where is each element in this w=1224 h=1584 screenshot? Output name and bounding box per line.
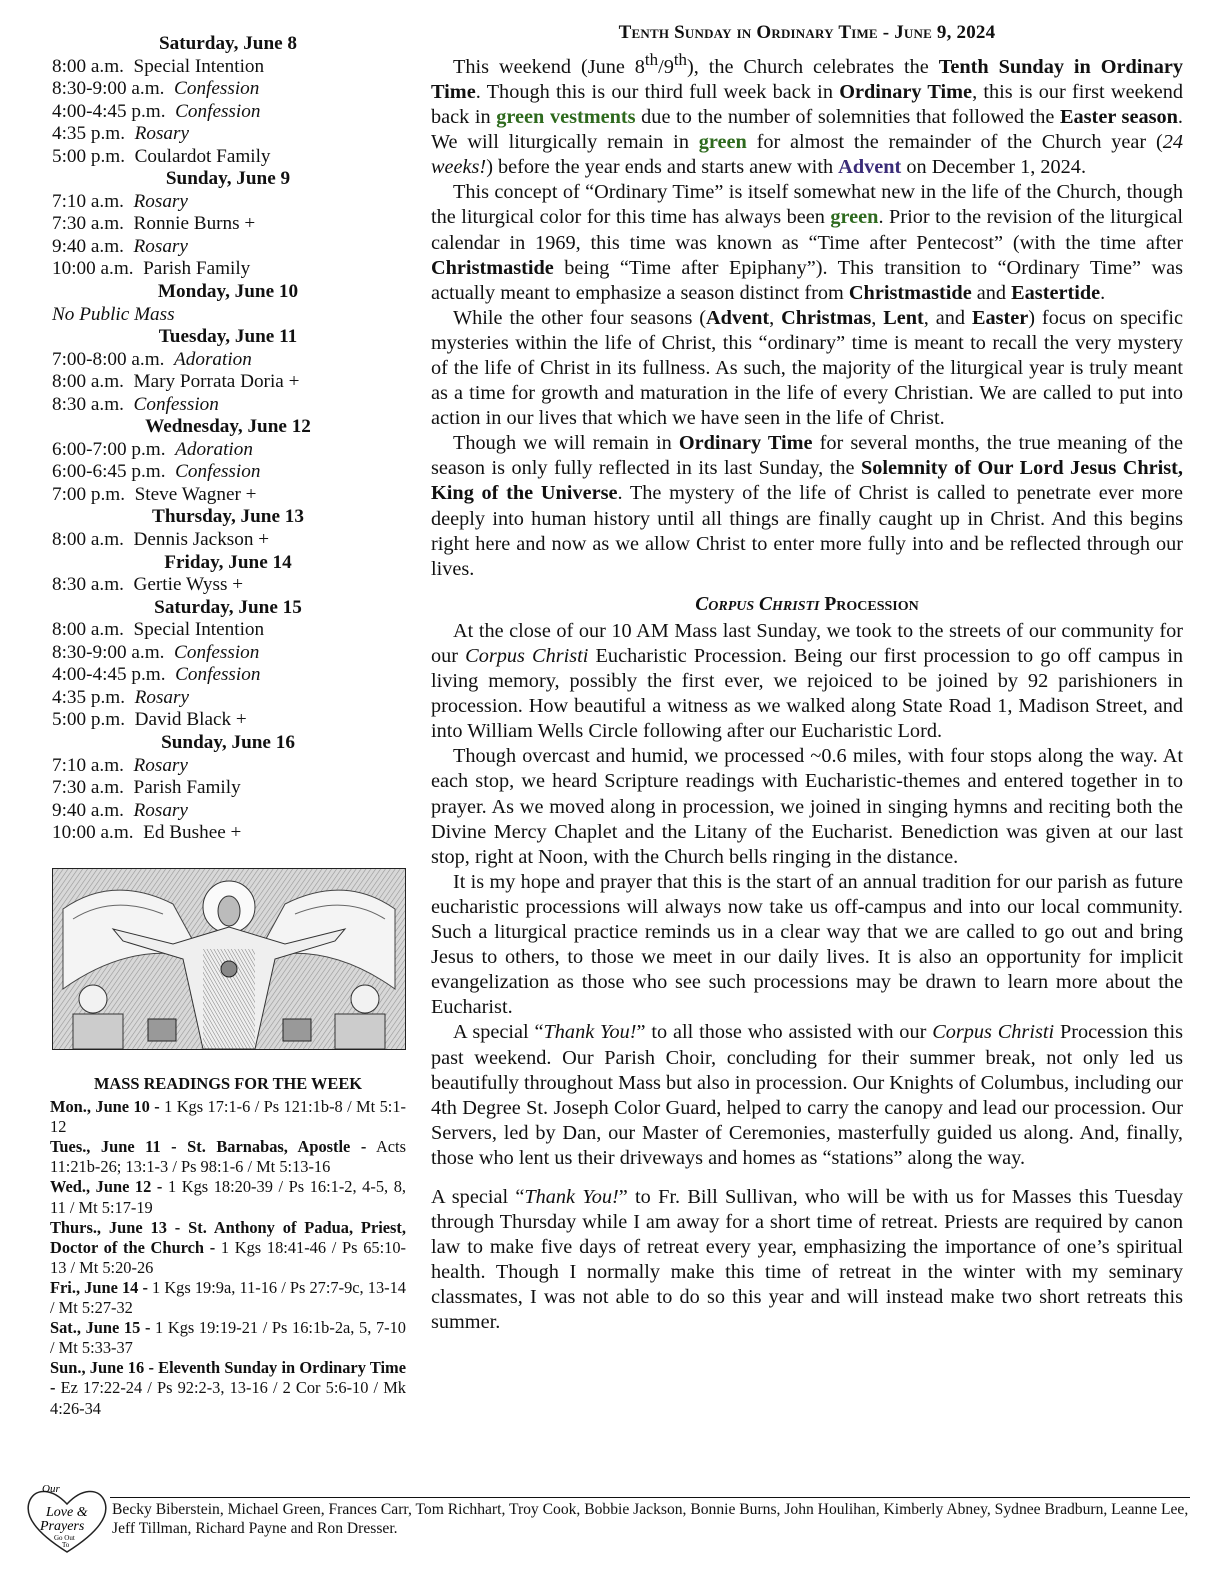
schedule-entry [52,123,404,146]
schedule-entry [52,191,404,214]
reading-item [50,1097,406,1137]
entry-intention: Rosary [133,190,188,212]
engraving-image [53,869,405,1049]
article-paragraph-3: While the other four seasons (Advent, Christmas, Lent, and Easter) focus on specific mysteries within the life of Christ, this “ordinary” time is meant to recall the very mystery of the life of Christ in its fullness. As such, the majority of the liturgical year is truly meant as a time for growth and maturation in the life of every Christian. We are called to put into action in our lives that which we have seen in the life of Christ. [431,306,1184,430]
entry-time: 10:00 a.m. [52,258,144,280]
section-title-rest: Procession [819,593,919,615]
schedule-entry [52,146,404,169]
entry-intention: Rosary [134,686,189,708]
entry-intention: Confession [175,461,261,483]
entry-intention: Confession [175,100,261,122]
reading-refs: 1 Kgs 18:41-46 / Ps 65:10-13 / Mt 5:20-26 [50,1237,407,1277]
entry-time: 6:00-7:00 p.m. [52,438,176,460]
schedule-entry [52,529,404,552]
reading-refs: 1 Kgs 18:20-39 / Ps 16:1-2, 4-5, 8, 11 / Mt 5:17-19 [50,1177,406,1217]
schedule-entry [52,800,404,823]
article-paragraph-5: At the close of our 10 AM Mass last Sunday, we took to the streets of our community for our Corpus Christi Eucharistic Procession. Being our first procession to go off campus in living memory, possibly the first ever, we rejoiced to be joined by 92 parishioners in procession. How beautiful a witness as we walked along State Road 1, Madison Street, and into William Wells Circle following after our Eucharistic Lord. [431,619,1183,743]
schedule-entry [52,755,404,778]
entry-time: 7:00 p.m. [52,483,135,505]
reading-label: Mon., June 10 - [50,1097,160,1117]
entry-intention: Rosary [133,754,188,776]
prayer-names: Becky Biberstein, Michael Green, Frances Carr, Tom Richhart, Troy Cook, Bobbie Jackson, Bonnie Burns, John Houlihan, Kimberly Abney, Sydnee Bradburn, Leanne Lee, Jeff Tillman, Richard Payne and Ron Dresser. [112,1501,1189,1537]
entry-intention: Adoration [174,348,252,370]
entry-time: 9:40 a.m. [52,235,134,257]
svg-text:To: To [62,1541,70,1549]
entry-time: 6:00-6:45 p.m. [52,461,176,483]
schedule-entry [52,619,404,642]
entry-time: 8:00 a.m. [52,371,134,393]
reading-item [50,1278,406,1318]
entry-time: 7:10 a.m. [52,754,134,776]
entry-time: 7:30 a.m. [52,777,134,799]
schedule-day-heading: Saturday, June 15 [154,596,302,618]
schedule-entry [52,258,404,281]
entry-intention: Parish Family [133,777,241,799]
christ-king-engraving [52,868,406,1050]
entry-time: 5:00 p.m. [52,709,135,731]
schedule-entry [52,461,404,484]
reading-item [50,1358,406,1418]
entry-time: 8:30 a.m. [52,393,134,415]
article-paragraph-4: Though we will remain in Ordinary Time for several months, the true meaning of the season is only fully reflected in its last Sunday, the Solemnity of Our Lord Jesus Christ, King of the Universe. The mystery of the life of Christ is called to penetrate ever more deeply into human history until all things are finally caught up in Christ. And this begins right here and now as we allow Christ to enter more fully into and be reflected through our lives. [431,432,1184,580]
reading-label: Wed., June 12 - [50,1177,163,1197]
mass-schedule [52,33,404,845]
reading-item [50,1137,406,1177]
schedule-entry [52,777,404,800]
mass-readings [50,1074,406,1419]
reading-label: Sun., June 16 - Eleventh Sunday in Ordinary Time - [50,1358,406,1398]
entry-time: 4:35 p.m. [52,123,135,145]
schedule-day-heading: Saturday, June 8 [158,33,298,54]
bulletin-article [431,20,1183,1336]
reading-item [50,1318,406,1358]
entry-intention: Ed Bushee + [143,822,242,844]
schedule-day-heading: Monday, June 10 [157,281,299,303]
article-paragraph-9: A special “Thank You!” to Fr. Bill Sullivan, who will be with us for Masses this Tuesday through Thursday while I am away for a short time of retreat. Priests are required by canon law to make five days of retreat every year, emphasizing the importance of one’s spiritual health. Though I normally make this time of retreat in the winter with my seminary classmates, I was not able to do so this year and will instead make two short retreats this summer. [431,1185,1183,1334]
schedule-entry [52,484,404,507]
schedule-day-heading: Wednesday, June 12 [145,416,311,438]
reading-refs: 1 Kgs 19:19-21 / Ps 16:1b-2a, 5, 7-10 / Mt 5:33-37 [50,1318,406,1358]
entry-time: 8:00 a.m. [52,619,134,641]
reading-label: Fri., June 14 - [50,1277,148,1297]
schedule-entry [52,709,404,732]
reading-refs: 1 Kgs 19:9a, 11-16 / Ps 27:7-9c, 13-14 / Mt 5:27-32 [50,1277,406,1318]
article-paragraph-7: It is my hope and prayer that this is the start of an annual tradition for our parish as future eucharistic processions will always now take us off-campus and into our local community. Such a liturgical practice reminds us in a clear way that we are called to go out and bring Jesus to others, to those we meet in our daily lives. It is also an opportunity for implicit evangelization as those who see such processions may be drawn to learn more about the Eucharist. [431,870,1183,1019]
reading-refs: Ez 17:22-24 / Ps 92:2-3, 13-16 / 2 Cor 5:6-10 / Mk 4:26-34 [50,1378,406,1418]
reading-item [50,1218,406,1278]
entry-intention: Confession [174,78,260,100]
entry-time: 5:00 p.m. [52,145,135,167]
schedule-entry [52,687,404,710]
entry-intention: Coulardot Family [134,145,271,167]
entry-time: 8:30 a.m. [52,574,134,596]
entry-intention: Parish Family [143,258,251,280]
entry-intention: Special Intention [133,55,265,77]
entry-time: 8:00 a.m. [52,55,134,77]
schedule-entry [52,78,404,101]
entry-time: 9:40 a.m. [52,799,134,821]
readings-header: MASS READINGS FOR THE WEEK [93,1074,363,1093]
prayer-list [22,1478,1190,1558]
entry-time: 8:30-9:00 a.m. [52,78,175,100]
schedule-entry [52,56,404,79]
entry-intention: Mary Porrata Doria + [133,371,300,393]
article-paragraph-6: Though overcast and humid, we processed ~0.6 miles, with four stops along the way. At each stop, we heard Scripture readings with Eucharistic-themes and entered together in to prayer. As we moved along in procession, we joined in singing hymns and reciting both the Divine Mercy Chaplet and the Litany of the Eucharist. Benediction was given at our last stop, right at Noon, with the Church bells ringing in the distance. [431,745,1183,868]
schedule-entry [52,101,404,124]
schedule-list [52,33,404,845]
reading-refs: Acts 11:21b-26; 13:1-3 / Ps 98:1-6 / Mt 5:13-16 [50,1137,406,1177]
entry-time: 7:30 a.m. [52,213,134,235]
section-title-procession [431,592,1183,617]
schedule-entry [52,304,404,327]
schedule-day-heading: Thursday, June 13 [152,506,304,528]
entry-time: 4:00-4:45 p.m. [52,100,176,122]
entry-time: 10:00 a.m. [52,822,144,844]
entry-intention: Confession [174,641,260,663]
schedule-entry [52,642,404,665]
svg-text:Prayers: Prayers [40,1519,85,1534]
svg-text:Love &: Love & [46,1505,88,1520]
article-title: Tenth Sunday in Ordinary Time - June 9, 2024 [618,22,996,43]
reading-label: Sat., June 15 - [50,1318,151,1338]
svg-text:Go Out: Go Out [54,1534,75,1542]
readings-list [50,1097,406,1419]
section-title-italic: Corpus Christi [695,593,820,615]
entry-intention: Gertie Wyss + [133,574,244,596]
entry-time: 7:00-8:00 a.m. [52,348,175,370]
article-paragraph-2: This concept of “Ordinary Time” is itself somewhat new in the life of the Church, though the liturgical color for this time has always been green. Prior to the revision of the liturgical calendar in 1969, this time was known as “Time after Pentecost” (with the time after Christmastide being “Time after Epiphany”). This transition to “Ordinary Time” was actually meant to emphasize a season distinct from Christmastide and Eastertide. [431,181,1183,304]
reading-refs: 1 Kgs 17:1-6 / Ps 121:1b-8 / Mt 5:1-12 [50,1097,406,1137]
schedule-entry [52,664,404,687]
reading-label: Thurs., June 13 - St. Anthony of Padua, Priest, Doctor of the Church - [50,1217,406,1257]
schedule-day-heading: Friday, June 14 [164,551,292,573]
reading-item [50,1177,406,1217]
schedule-entry [52,213,404,236]
schedule-day-heading: Sunday, June 9 [165,168,291,190]
schedule-entry [52,574,404,597]
entry-time: 7:10 a.m. [52,190,134,212]
entry-intention: Confession [175,664,261,686]
entry-intention: Special Intention [133,619,265,641]
entry-intention: Confession [133,393,219,415]
entry-time: 8:30-9:00 a.m. [52,641,175,663]
schedule-entry [52,394,404,417]
entry-intention: Ronnie Burns + [133,213,256,235]
love-and-prayers-logo [22,1478,112,1558]
entry-intention: Rosary [133,799,188,821]
entry-intention: Rosary [133,235,188,257]
schedule-entry [52,236,404,259]
reading-label: Tues., June 11 - St. Barnabas, Apostle - [50,1137,367,1157]
entry-time: 4:35 p.m. [52,686,135,708]
svg-text:Our: Our [42,1483,60,1495]
schedule-day-heading: Sunday, June 16 [161,731,295,753]
schedule-entry [52,822,404,845]
article-paragraph-1: This weekend (June 8th/9th), the Church celebrates the Tenth Sunday in Ordinary Time. Though this is our third full week back in Ordinary Time, this is our first weekend back in green vestments due to the number of solemnities that followed the Easter season. We will liturgically remain in green for almost the remainder of the Church year (24 weeks!) before the year ends and starts anew with Advent on December 1, 2024. [431,50,1184,179]
entry-intention: Adoration [175,438,253,460]
entry-intention: No Public Mass [52,303,175,325]
schedule-entry [52,371,404,394]
entry-time: 8:00 a.m. [52,529,134,551]
entry-intention: Dennis Jackson + [133,529,270,551]
entry-intention: Rosary [134,123,189,145]
entry-intention: Steve Wagner + [134,483,257,505]
article-paragraph-8: A special “Thank You!” to all those who assisted with our Corpus Christi Procession this past weekend. Our Parish Choir, concluding for their summer break, not only led us beautifully throughout Mass but also in procession. Our Knights of Columbus, including our 4th Degree St. Joseph Color Guard, helped to carry the canopy and lead our procession. Our Servers, led by Dan, our Master of Ceremonies, masterfully guided us along. And, finally, those who lent us their driveways and homes as “stations” along the way. [431,1021,1183,1169]
entry-time: 4:00-4:45 p.m. [52,664,176,686]
schedule-day-heading: Tuesday, June 11 [158,326,298,348]
schedule-entry [52,349,404,372]
schedule-entry [52,439,404,462]
entry-intention: David Black + [134,709,247,731]
